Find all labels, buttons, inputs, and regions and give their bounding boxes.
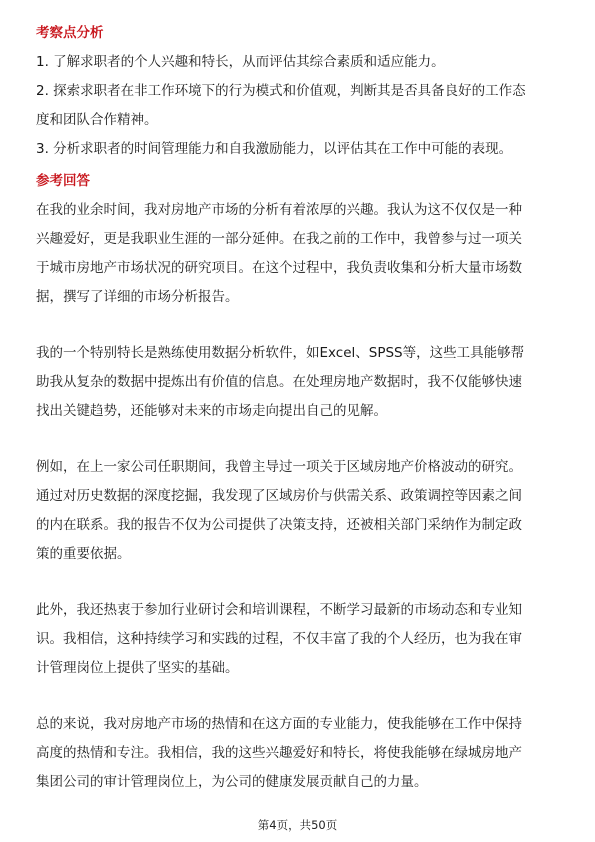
answer-paragraph-line: 通过对历史数据的深度挖掘，我发现了区域房价与供需关系、政策调控等因素之间 (36, 488, 522, 504)
answer-paragraph-line: 策的重要依据。 (36, 546, 131, 562)
answer-paragraph-line: 于城市房地产市场状况的研究项目。在这个过程中，我负责收集和分析大量市场数 (36, 260, 522, 276)
answer-paragraph-line: 高度的热情和专注。我相信，我的这些兴趣爱好和特长，将使我能够在绿城房地产 (36, 745, 522, 761)
answer-paragraph-line: 集团公司的审计管理岗位上，为公司的健康发展贡献自己的力量。 (36, 774, 428, 790)
analysis-line: 3. 分析求职者的时间管理能力和自我激励能力，以评估其在工作中可能的表现。 (36, 141, 513, 157)
analysis-line: 2. 探索求职者在非工作环境下的行为模式和价值观，判断其是否具备良好的工作态 (36, 83, 526, 99)
answer-paragraph-line: 在我的业余时间，我对房地产市场的分析有着浓厚的兴趣。我认为这不仅仅是一种 (36, 202, 522, 218)
answer-paragraph-line: 找出关键趋势，还能够对未来的市场走向提出自己的见解。 (36, 403, 387, 419)
answer-paragraph-line: 助我从复杂的数据中提炼出有价值的信息。在处理房地产数据时，我不仅能够快速 (36, 374, 522, 390)
answer-paragraph-line: 的内在联系。我的报告不仅为公司提供了决策支持，还被相关部门采纳作为制定政 (36, 517, 522, 533)
answer-paragraph-line: 据，撰写了详细的市场分析报告。 (36, 289, 239, 305)
answer-paragraph-line: 总的来说，我对房地产市场的热情和在这方面的专业能力，使我能够在工作中保持 (36, 716, 522, 732)
answer-paragraph-line: 计管理岗位上提供了坚实的基础。 (36, 660, 239, 676)
answer-paragraph-line: 例如，在上一家公司任职期间，我曾主导过一项关于区域房地产价格波动的研究。 (36, 459, 522, 475)
section-title-reference-answer: 参考回答 (36, 173, 90, 189)
analysis-line: 1. 了解求职者的个人兴趣和特长，从而评估其综合素质和适应能力。 (36, 54, 445, 70)
answer-paragraph-line: 兴趣爱好，更是我职业生涯的一部分延伸。在我之前的工作中，我曾参与过一项关 (36, 231, 522, 247)
answer-paragraph-line: 此外，我还热衷于参加行业研讨会和培训课程，不断学习最新的市场动态和专业知 (36, 602, 522, 618)
analysis-line: 度和团队合作精神。 (36, 112, 158, 128)
answer-paragraph-line: 识。我相信，这种持续学习和实践的过程，不仅丰富了我的个人经历，也为我在审 (36, 631, 522, 647)
section-title-analysis: 考察点分析 (36, 25, 104, 41)
page-number: 第4页，共50页 (257, 818, 338, 832)
answer-paragraph-line: 我的一个特别特长是熟练使用数据分析软件，如Excel、SPSS等，这些工具能够帮 (36, 345, 525, 361)
